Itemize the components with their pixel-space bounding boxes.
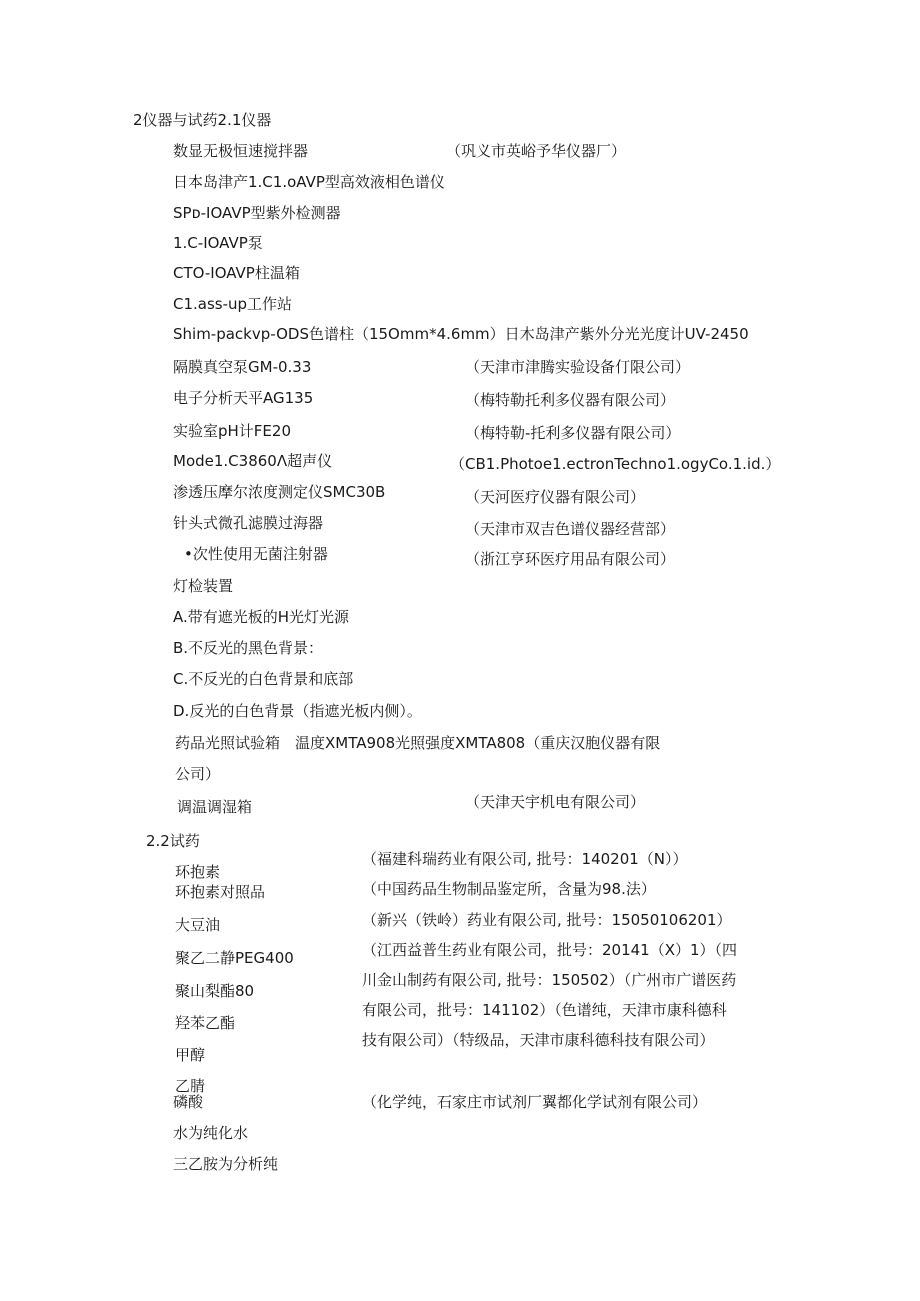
instrument-name: 日本岛津产1.C1.oAVP型高效液相色谱仪 bbox=[173, 173, 445, 191]
instrument-name: 针头式微孔滤膜过海器 bbox=[173, 514, 324, 532]
instrument-supplier: （巩义市英峪予华仪器厂） bbox=[446, 142, 627, 160]
instrument-supplier: （梅特勒托利多仪器有限公司） bbox=[465, 391, 676, 409]
reagent-supplier-line: （新兴（铁岭）药业有限公司, 批号：15050106201） bbox=[362, 911, 732, 929]
reagent-supplier-line: 川金山制药有限公司, 批号：150502）（广州市广谱医药 bbox=[362, 971, 737, 989]
instrument-supplier: （梅特勒-托利多仪器有限公司） bbox=[465, 424, 681, 442]
light-box-item: C.不反光的白色背景和底部 bbox=[173, 670, 354, 688]
reagent-name-clipped bbox=[175, 862, 295, 881]
section-heading-instruments: 2仪器与试药2.1仪器 bbox=[133, 111, 272, 129]
reagent-name: 聚乙二静PEG400 bbox=[175, 949, 294, 967]
reagent-note: 水为纯化水 bbox=[173, 1124, 249, 1142]
reagent-supplier-line: （化学纯，石家庄市试剂厂翼都化学试剂有限公司） bbox=[362, 1093, 708, 1111]
instrument-name: 隔膜真空泵GM-0.33 bbox=[173, 358, 312, 376]
instrument-name: •次性使用无菌注射器 bbox=[184, 545, 328, 563]
reagent-name: 大豆油 bbox=[175, 916, 221, 934]
instrument-name: 渗透压摩尔浓度测定仪SMC30B bbox=[173, 483, 386, 501]
light-box-item: B.不反光的黑色背景： bbox=[173, 639, 324, 657]
light-box-item: D.反光的白色背景（指遮光板内侧）。 bbox=[173, 702, 422, 720]
instrument-name: CTO-IOAVP柱温箱 bbox=[173, 264, 300, 282]
instrument-supplier: （CB1.Photoe1.ectronTechno1.ogyCo.1.id.） bbox=[450, 455, 781, 473]
instrument-name: 电子分析天平AG135 bbox=[173, 389, 314, 407]
reagent-name: 乙腈 bbox=[175, 1077, 206, 1095]
reagent-supplier-line: 有限公司，批号：141102）（色谱纯，天津市康科德科 bbox=[362, 1001, 727, 1019]
reagent-supplier-line: 技有限公司）（特级品，天津市康科德科技有限公司） bbox=[362, 1031, 715, 1049]
instrument-name: SPᴅ-IOAVP型紫外检测器 bbox=[173, 204, 341, 222]
instrument-name: 实验室pH计FE20 bbox=[173, 422, 291, 440]
humidity-box-supplier: （天津天宇机电有限公司） bbox=[465, 793, 646, 811]
instrument-supplier: （浙江亨环医疗用品有限公司） bbox=[465, 550, 676, 568]
reagent-note: 三乙胺为分析纯 bbox=[173, 1155, 279, 1173]
instrument-name: Mode1.C3860Λ超声仪 bbox=[173, 452, 333, 470]
photo-box-line: 药品光照试验箱 温度XMTA908光照强度XMTA808（重庆汉胞仪器有限 bbox=[175, 734, 661, 752]
instrument-supplier-clipped bbox=[465, 549, 725, 568]
reagent-name: 羟苯乙酯 bbox=[175, 1014, 236, 1032]
reagent-name: 环抱素对照品 bbox=[175, 883, 266, 901]
reagent-supplier-line: （福建科瑞药业有限公司, 批号：140201（N）） bbox=[362, 850, 688, 868]
reagent-name: 甲醇 bbox=[175, 1046, 206, 1064]
reagent-supplier-line: （中国药品生物制品鉴定所，含量为98.法） bbox=[362, 880, 656, 898]
instrument-name: 1.C-IOAVP泵 bbox=[173, 234, 263, 252]
instrument-name: 数显无极恒速搅拌器 bbox=[173, 142, 309, 160]
reagent-name: 磷酸 bbox=[173, 1093, 204, 1111]
reagent-name-clipped bbox=[175, 1076, 295, 1095]
humidity-box-name: 调温调湿箱 bbox=[177, 798, 253, 816]
instrument-supplier: （天津市双吉色谱仪器经营部） bbox=[465, 520, 676, 538]
reagent-supplier-line: （江西益普生药业有限公司，批号：20141（X）1）（四 bbox=[362, 941, 738, 959]
section-heading-reagents: 2.2试药 bbox=[146, 832, 200, 850]
light-box-item: A.带有遮光板的H光灯光源 bbox=[173, 608, 350, 626]
instrument-supplier: （天津市津腾实验设备仃限公司） bbox=[465, 358, 691, 376]
instrument-supplier: （天河医疗仪器有限公司） bbox=[465, 488, 646, 506]
photo-box-line: 公司） bbox=[175, 765, 221, 783]
reagent-name: 聚山梨酯80 bbox=[175, 982, 255, 1000]
instrument-name: C1.ass-up工作站 bbox=[173, 295, 293, 313]
light-box-title: 灯检装置 bbox=[173, 577, 234, 595]
reagent-name: 环抱素 bbox=[175, 863, 221, 881]
instrument-name: Shim-packvp-ODS色谱柱（15Omm*4.6mm）日木岛津产紫外分光光度计UV-2450 bbox=[173, 325, 749, 343]
